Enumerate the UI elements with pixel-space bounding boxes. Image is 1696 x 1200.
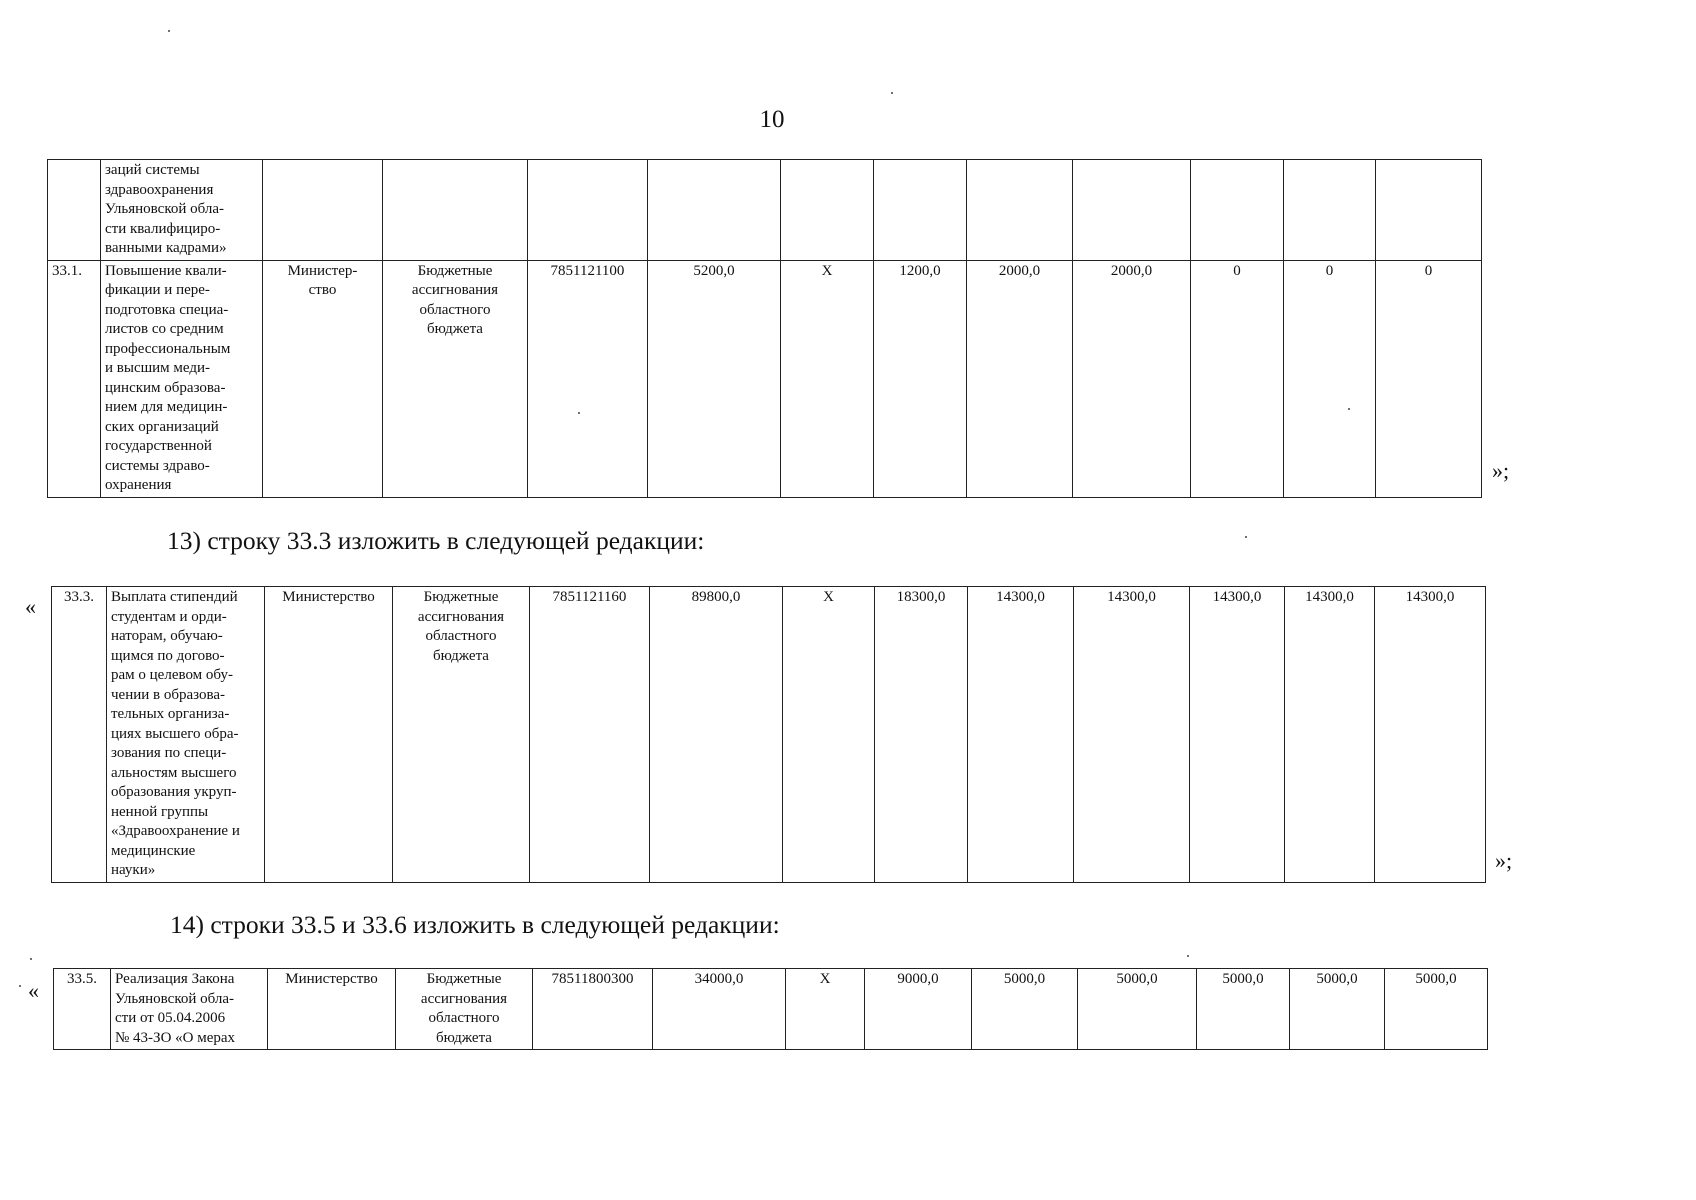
empty-cell <box>263 160 383 261</box>
year-value-cell: 0 <box>1191 260 1284 497</box>
executor-cell <box>263 260 383 497</box>
year-value-cell: 14300,0 <box>1375 587 1486 883</box>
description-line: профессиональным <box>105 340 231 357</box>
page-number: 10 <box>759 106 785 133</box>
description-line: науки» <box>111 862 156 878</box>
description-line: системы здраво- <box>105 457 210 474</box>
total-cell: 5200,0 <box>648 260 781 497</box>
total-cell: 34000,0 <box>653 969 786 1050</box>
description-line: «Здравоохранение и <box>111 823 240 839</box>
description-cell <box>101 260 263 497</box>
description-line: Выплата стипендий <box>111 589 238 605</box>
table-row-33-5-block <box>53 968 1488 1050</box>
source-line: Бюджетные <box>417 262 493 279</box>
scan-speck <box>891 92 893 94</box>
executor-line: ство <box>308 282 337 298</box>
description-line: рам о целевом обу- <box>111 667 233 683</box>
scan-speck <box>1187 955 1189 957</box>
description-cell <box>111 969 268 1050</box>
opening-quote: « <box>28 978 39 1003</box>
empty-cell <box>1284 160 1376 261</box>
description-line: фикации и пере- <box>105 282 210 298</box>
description-line: заций системы <box>105 162 200 178</box>
source-line: бюджета <box>433 647 489 664</box>
description-line: сти от 05.04.2006 <box>115 1010 226 1026</box>
table-rows-33-1 <box>47 159 1482 498</box>
description-line: и высшим меди- <box>105 360 211 376</box>
funding-source-cell <box>393 587 530 883</box>
amendment-heading-13: 13) строку 33.3 изложить в следующей редакции: <box>167 526 705 555</box>
code-cell: 7851121100 <box>528 260 648 497</box>
opening-quote: « <box>25 594 36 619</box>
scan-speck <box>19 985 21 987</box>
empty-cell <box>1073 160 1191 261</box>
funding-source-cell <box>383 260 528 497</box>
description-line: ванными кадрами» <box>105 240 227 256</box>
closing-quote: »; <box>1492 458 1510 483</box>
year-value-cell: 2000,0 <box>967 260 1073 497</box>
total-cell: 89800,0 <box>650 587 783 883</box>
year-value-cell: 18300,0 <box>875 587 968 883</box>
source-line: ассигнования <box>420 990 508 1007</box>
year-value-cell: 5000,0 <box>1078 969 1197 1050</box>
empty-cell <box>528 160 648 261</box>
source-line: Бюджетные <box>423 589 499 605</box>
description-line: сти квалифициро- <box>105 220 221 237</box>
table-row-continuation <box>48 160 1482 261</box>
code-cell: 7851121160 <box>530 587 650 883</box>
closing-quote: »; <box>1495 848 1513 873</box>
mark-cell: X <box>781 260 874 497</box>
source-line: ассигнования <box>411 282 499 298</box>
table-row-33-3 <box>52 587 1486 883</box>
description-line: чении в образова- <box>111 686 226 703</box>
num-cell: 33.1. <box>48 260 101 497</box>
description-line: щимся по догово- <box>111 647 225 664</box>
description-line: подготовка специа- <box>105 301 229 318</box>
table-row-33-3-block <box>51 586 1486 883</box>
description-line: здравоохранения <box>105 181 214 198</box>
empty-cell <box>874 160 967 261</box>
year-value-cell: 0 <box>1376 260 1482 497</box>
year-value-cell: 14300,0 <box>968 587 1074 883</box>
year-value-cell: 2000,0 <box>1073 260 1191 497</box>
description-line: № 43-ЗО «О мерах <box>115 1029 236 1046</box>
empty-cell <box>1376 160 1482 261</box>
source-line: областного <box>419 301 491 318</box>
source-line: Бюджетные <box>426 971 502 987</box>
description-line: нием для медицин- <box>105 399 228 415</box>
table-row-33-5 <box>54 969 1488 1050</box>
description-line: альностям высшего <box>111 764 237 781</box>
scan-speck <box>30 958 32 960</box>
mark-cell: X <box>783 587 875 883</box>
year-value-cell: 0 <box>1284 260 1376 497</box>
year-value-cell: 5000,0 <box>972 969 1078 1050</box>
funding-source-cell <box>396 969 533 1050</box>
source-line: ассигнования <box>417 608 505 625</box>
description-line: листов со средним <box>105 321 224 337</box>
description-line: ненной группы <box>111 803 209 820</box>
description-line: цинским образова- <box>105 379 226 396</box>
empty-cell <box>383 160 528 261</box>
empty-cell <box>1191 160 1284 261</box>
description-line: Реализация Закона <box>115 971 235 987</box>
description-line: циях высшего обра- <box>111 725 239 742</box>
executor-cell: Министерство <box>268 969 396 1050</box>
description-line: ских организаций <box>105 418 219 435</box>
year-value-cell: 1200,0 <box>874 260 967 497</box>
num-cell <box>48 160 101 261</box>
description-line: наторам, обучаю- <box>111 628 223 644</box>
executor-line: Министер- <box>287 262 358 279</box>
mark-cell: X <box>786 969 865 1050</box>
empty-cell <box>648 160 781 261</box>
scan-speck <box>1245 536 1247 538</box>
description-line: Ульяновской обла- <box>105 201 225 217</box>
year-value-cell: 5000,0 <box>1290 969 1385 1050</box>
source-line: бюджета <box>436 1029 492 1046</box>
source-line: бюджета <box>427 321 483 337</box>
scan-speck <box>578 412 580 414</box>
source-line: областного <box>425 628 497 644</box>
empty-cell <box>781 160 874 261</box>
year-value-cell: 9000,0 <box>865 969 972 1050</box>
executor-cell: Министерство <box>265 587 393 883</box>
empty-cell <box>967 160 1073 261</box>
num-cell: 33.3. <box>52 587 107 883</box>
year-value-cell: 5000,0 <box>1197 969 1290 1050</box>
description-line: студентам и орди- <box>111 608 227 625</box>
scan-speck <box>1348 408 1350 410</box>
table-row-33-1 <box>48 260 1482 497</box>
code-cell: 78511800300 <box>533 969 653 1050</box>
description-line: охранения <box>105 477 172 493</box>
year-value-cell: 14300,0 <box>1190 587 1285 883</box>
description-line: зования по специ- <box>111 745 227 761</box>
description-cell <box>101 160 263 261</box>
source-line: областного <box>428 1010 500 1026</box>
description-line: Ульяновской обла- <box>115 990 235 1007</box>
description-line: образования укруп- <box>111 784 237 800</box>
description-cell <box>107 587 265 883</box>
description-line: Повышение квали- <box>105 262 227 279</box>
amendment-heading-14: 14) строки 33.5 и 33.6 изложить в следующей редакции: <box>170 910 780 939</box>
description-line: медицинские <box>111 842 196 859</box>
year-value-cell: 5000,0 <box>1385 969 1488 1050</box>
year-value-cell: 14300,0 <box>1074 587 1190 883</box>
year-value-cell: 14300,0 <box>1285 587 1375 883</box>
num-cell: 33.5. <box>54 969 111 1050</box>
scan-speck <box>168 30 170 32</box>
description-line: государственной <box>105 438 212 454</box>
description-line: тельных организа- <box>111 706 230 722</box>
